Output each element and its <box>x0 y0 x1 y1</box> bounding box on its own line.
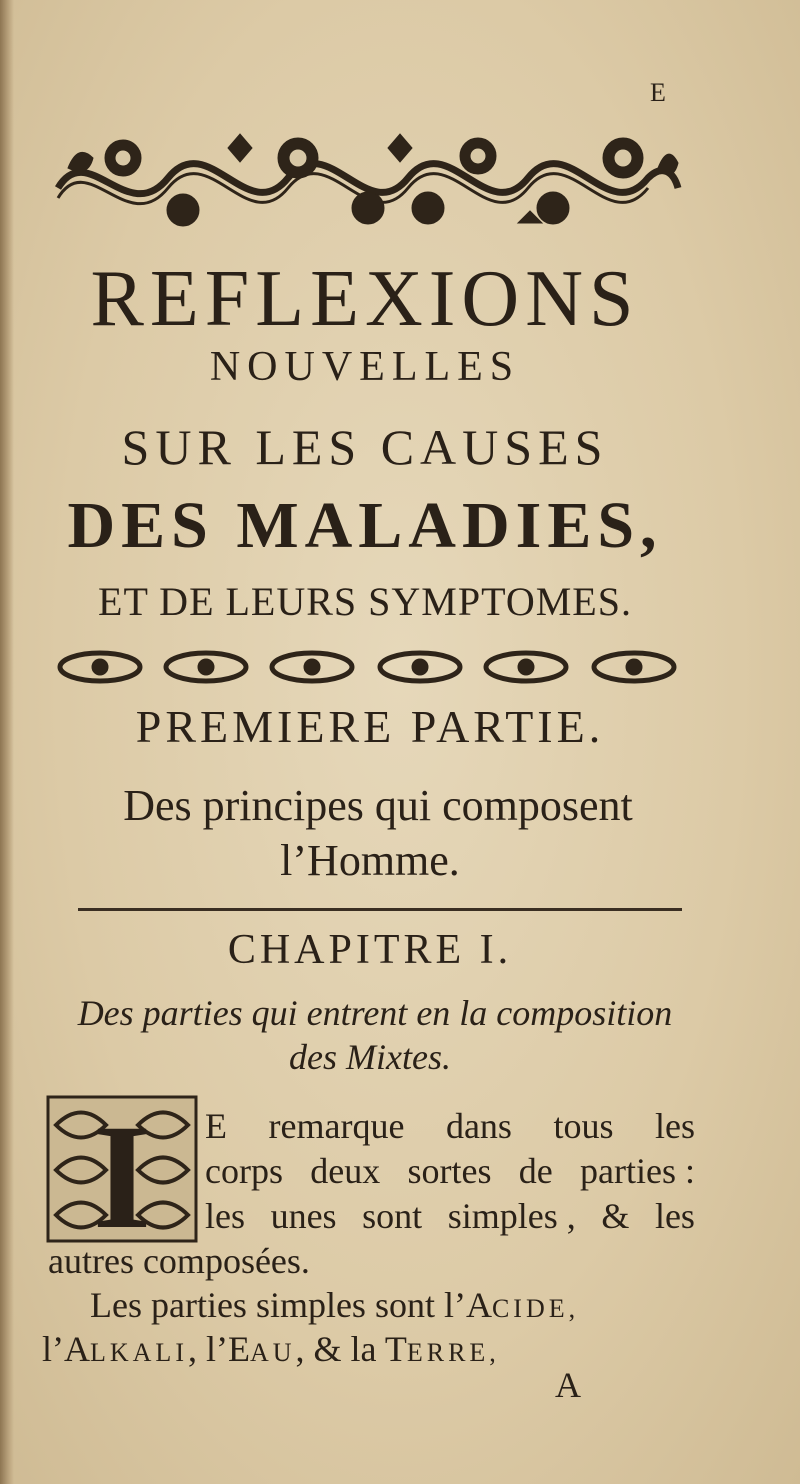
word: & <box>601 1196 630 1236</box>
title-line-1: REFLEXIONS <box>90 255 640 343</box>
dropcap-letter: I <box>92 1095 152 1243</box>
body-line-1 <box>205 1105 695 1147</box>
title-line-2: NOUVELLES <box>209 344 521 390</box>
fleuron-divider-ornament <box>48 645 688 689</box>
part-heading: PREMIERE PARTIE. <box>135 701 605 752</box>
word: tous <box>553 1106 614 1146</box>
body-line-2 <box>205 1150 695 1192</box>
small-caps-run: ERRE, <box>406 1338 500 1367</box>
word: unes <box>270 1196 337 1236</box>
small-caps-run: AU <box>249 1338 296 1367</box>
title-line-5: ET DE LEURS SYMPTOMES. <box>98 579 632 624</box>
word: remarque <box>268 1106 405 1146</box>
word: simples , <box>447 1196 576 1236</box>
small-caps-run: CIDE, <box>491 1294 580 1323</box>
small-caps-run: LKALI <box>90 1338 188 1367</box>
chapter-heading: CHAPITRE I. <box>227 927 513 973</box>
word: sont <box>362 1196 423 1236</box>
word: de <box>518 1151 553 1191</box>
body-line-5 <box>90 1284 579 1326</box>
word: sortes <box>407 1151 492 1191</box>
text-run: l’A <box>42 1329 90 1369</box>
word: dans <box>445 1106 512 1146</box>
body-line-3 <box>205 1195 695 1237</box>
horizontal-rule <box>78 908 682 911</box>
text-run: , l’E <box>187 1329 250 1369</box>
floral-headpiece-ornament <box>48 128 684 232</box>
word: corps <box>205 1151 283 1191</box>
title-line-4: DES MALADIES, <box>67 489 663 562</box>
body-line-4: autres composées. <box>48 1241 310 1281</box>
text-run: , & la T <box>295 1329 407 1369</box>
catchword: A <box>555 1365 581 1405</box>
text-run: Les parties simples sont l’A <box>90 1285 492 1325</box>
chapter-subtitle-line-1: Des parties qui entrent en la composition <box>77 993 673 1033</box>
word: les <box>655 1106 695 1146</box>
word: deux <box>310 1151 381 1191</box>
word: les <box>654 1196 695 1236</box>
title-line-3: SUR LES CAUSES <box>121 419 609 475</box>
chapter-subtitle-line-2: des Mixtes. <box>289 1037 451 1077</box>
part-subtitle-line-2: l’Homme. <box>280 836 460 885</box>
word: E <box>205 1106 227 1146</box>
word: les <box>205 1196 245 1236</box>
page-binding-edge <box>0 0 14 1484</box>
signature-mark: E <box>650 78 666 107</box>
body-line-6 <box>42 1328 500 1370</box>
decorated-dropcap <box>46 1095 198 1243</box>
part-subtitle-line-1: Des principes qui composent <box>123 781 633 830</box>
word: parties : <box>580 1151 695 1191</box>
